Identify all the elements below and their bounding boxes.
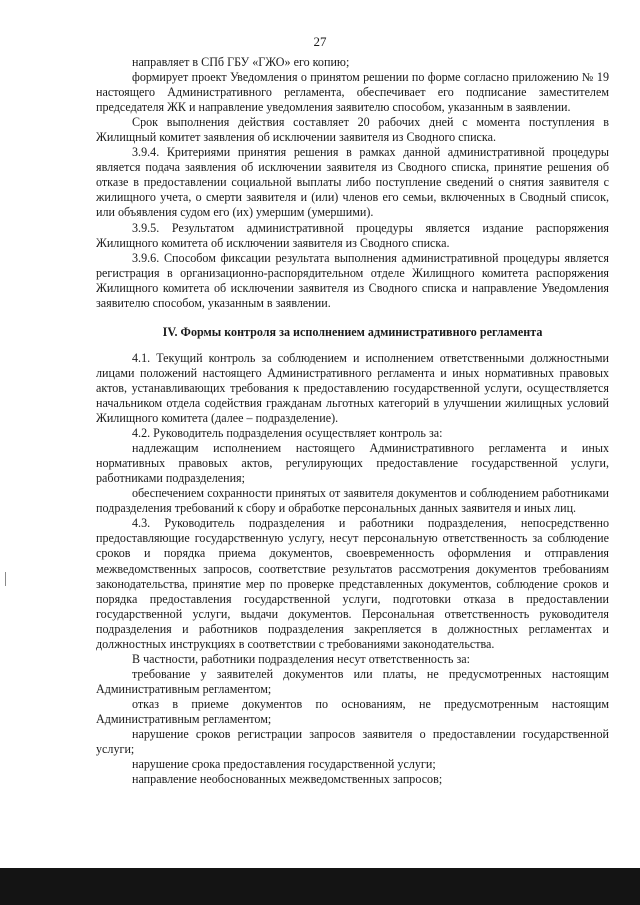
paragraph: направление необоснованных межведомственных запросов; [132,772,443,787]
paragraph: формирует проект Уведомления о принятом решении по форме согласно приложению № 19 настоящего Административного регламента, обеспечивает его подписание заместителем председателя ЖК и направление уведомления заявителю способом, указанным в заявлении. [96,70,609,115]
paragraph: 4.3. Руководитель подразделения и работники подразделения, непосредственно предоставляющие государственную услугу, несут персональную ответственность за соблюдение сроков и порядка приема документов, своевременность оформления и отправления межведомственных запросов, соответствие результатов рассмотрения документов требованиям законодательства, принятие мер по проверке представленных документов, соблюдение сроков и порядка предоставления государственной услуги, подготовки отказа в предоставлении государственной услуги, выдачи документов. Персональная ответственность руководителя подразделения и работников подразделения закрепляется в должностных регламентах и должностных инструкциях в соответствии с требованиями законодательства. [96,516,609,651]
scan-artifact [5,572,6,586]
paragraph: обеспечением сохранности принятых от заявителя документов и соблюдением работниками подразделения требований к сбору и обработке персональных данных заявителя и иных лиц. [96,486,609,516]
page-number: 27 [313,34,327,49]
scan-bottom-bar [0,868,640,905]
paragraph: нарушение срока предоставления государственной услуги; [132,757,436,772]
paragraph: отказ в приеме документов по основаниям, не предусмотренным настоящим Административным регламентом; [96,696,609,726]
paragraph: требование у заявителей документов или платы, не предусмотренных настоящим Административным регламентом; [96,666,609,696]
paragraph: 3.9.5. Результатом административной процедуры является издание распоряжения Жилищного комитета об исключении заявителя из Сводного списка. [96,220,609,250]
paragraph: Срок выполнения действия составляет 20 рабочих дней с момента поступления в Жилищный комитет заявления об исключении заявителя из Сводного списка. [96,115,609,145]
paragraph: надлежащим исполнением настоящего Административного регламента и иных нормативных правовых актов, регулирующих предоставление государственной услуги, работниками подразделения; [96,441,609,486]
paragraph: направляет в СПб ГБУ «ГЖО» его копию; [132,55,350,69]
paragraph: В частности, работники подразделения несут ответственность за: [132,651,470,666]
document-body [96,55,609,787]
paragraph: 3.9.6. Способом фиксации результата выполнения административной процедуры является регистрация в организационно-распорядительном отделе Жилищного комитета распоряжения Жилищного комитета об исключении заявителя из Сводного списка и направление Уведомления заявителю способом, указанным в заявлении. [96,250,609,310]
paragraph: нарушение сроков регистрации запросов заявителя о предоставлении государственной услуги; [96,727,609,757]
paragraph: 4.2. Руководитель подразделения осуществляет контроль за: [132,426,443,441]
section-heading: IV. Формы контроля за исполнением административного регламента [162,324,543,339]
paragraph: 4.1. Текущий контроль за соблюдением и исполнением ответственными должностными лицами положений настоящего Административного регламента и иных нормативных правовых актов, устанавливающих требования к предоставлению государственной услуги, осуществляется начальником отдела содействия гражданам льготных категорий в улучшении жилищных условий Жилищного комитета (далее – подразделение). [96,350,609,426]
paragraph: 3.9.4. Критериями принятия решения в рамках данной административной процедуры является подача заявления об исключении заявителя из Сводного списка, принятие решения об отказе в предоставлении социальной выплаты либо поступление сведений о снятия заявителя с жилищного учета, о смерти заявителя и (или) членов его семьи, включенных в Сводный список, или объявления судом его (их) умершим (умершими). [96,145,609,220]
